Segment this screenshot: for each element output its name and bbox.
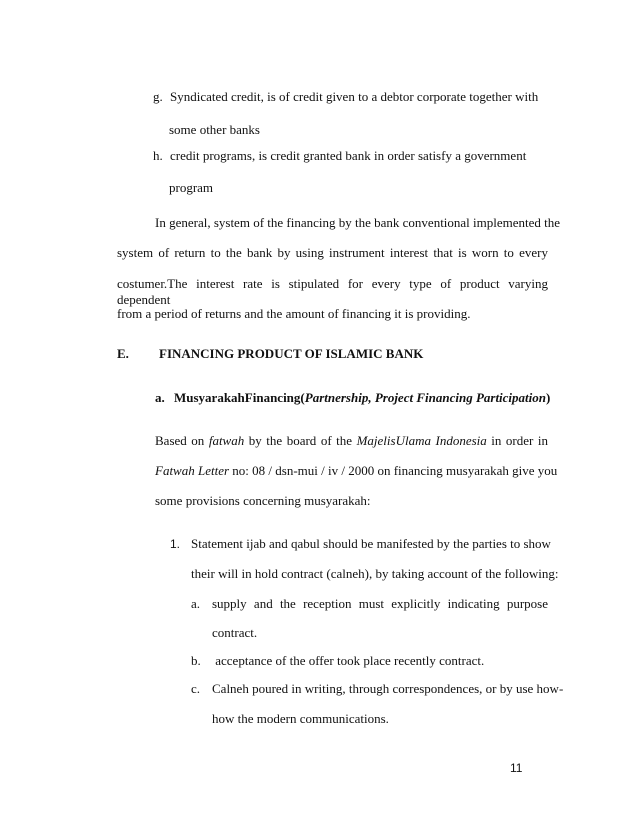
list-text-1a-line2: contract. xyxy=(212,625,258,640)
list-label-1a: a. xyxy=(191,596,201,611)
majelis-ulama-term: MajelisUlama Indonesia xyxy=(356,433,487,448)
paragraph-2-text: by the board of the xyxy=(244,433,357,448)
subsection-a-title-italic: Partnership, Project Financing Participation xyxy=(304,390,546,405)
section-e-number: E. xyxy=(117,346,129,361)
page-number: 11 xyxy=(510,761,523,775)
fatwah-letter-term: Fatwah Letter xyxy=(155,463,230,478)
list-text-h-line1: credit programs, is credit granted bank in order satisfy a government xyxy=(170,148,527,163)
list-item-1 xyxy=(170,536,180,552)
paragraph-2-line-2 xyxy=(155,463,557,479)
list-text-1-line2: their will in hold contract (calneh), by taking account of the following: xyxy=(191,566,559,581)
paragraph-1-line-1: In general, system of the financing by the bank conventional implemented the xyxy=(155,215,561,230)
paragraph-2-text: in order in xyxy=(486,433,548,448)
paragraph-2-line-1 xyxy=(155,433,548,449)
paragraph-1-line-2: system of return to the bank by using instrument interest that is worn to every xyxy=(117,245,548,260)
list-text-1c-line2: how the modern communications. xyxy=(212,711,389,726)
paragraph-1-line-4: from a period of returns and the amount of financing it is providing. xyxy=(117,306,471,321)
list-item-h xyxy=(153,148,526,164)
paragraph-2-text: Based on xyxy=(155,433,209,448)
list-text-g-line1: Syndicated credit, is of credit given to a debtor corporate together with xyxy=(170,89,539,104)
list-text-h-line2: program xyxy=(169,180,214,195)
subsection-a-title: MusyarakahFinancing( xyxy=(174,390,305,405)
list-label-h: h. xyxy=(153,148,163,163)
paragraph-1-line-3: costumer.The interest rate is stipulated for every type of product varying dependent xyxy=(117,276,548,307)
paragraph-2-text: no: 08 / dsn-mui / iv / 2000 on financing musyarakah give you xyxy=(229,463,558,478)
list-text-1a-line1: supply and the reception must explicitly indicating purpose xyxy=(212,596,548,611)
subsection-a-heading xyxy=(155,390,550,406)
list-label-1b: b. xyxy=(191,653,201,668)
list-text-1c-line1: Calneh poured in writing, through correspondences, or by use how- xyxy=(212,681,564,696)
paragraph-2-line-3: some provisions concerning musyarakah: xyxy=(155,493,371,508)
list-text-1-line1: Statement ijab and qabul should be manifested by the parties to show xyxy=(191,536,551,551)
section-e-title: FINANCING PRODUCT OF ISLAMIC BANK xyxy=(159,346,424,361)
list-item-g xyxy=(153,89,538,105)
subsection-a-label: a. xyxy=(155,390,165,405)
list-label-1c: c. xyxy=(191,681,201,696)
subsection-a-title-close: ) xyxy=(546,390,551,405)
list-label-1: 1. xyxy=(170,537,181,551)
list-text-g-line2: some other banks xyxy=(169,122,260,137)
list-text-1b-line1: acceptance of the offer took place recently contract. xyxy=(212,653,485,668)
list-label-g: g. xyxy=(153,89,163,104)
fatwah-term: fatwah xyxy=(208,433,245,448)
